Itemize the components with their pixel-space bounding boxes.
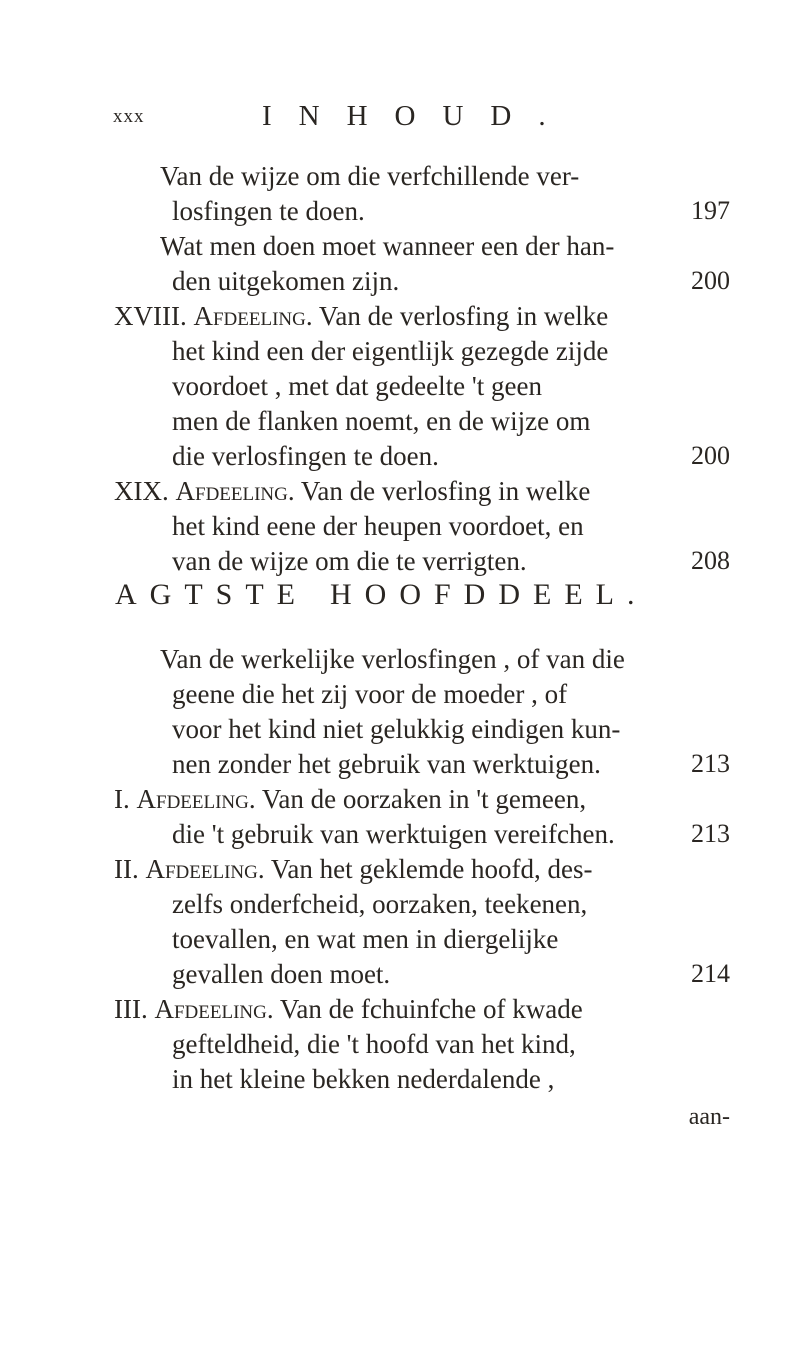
section-label: Afdeeling. xyxy=(145,854,265,884)
entry-text: Van de fchuinfche of kwade xyxy=(279,994,583,1024)
toc-entry-line xyxy=(0,850,800,888)
entry-text: nen zonder het gebruik van werktuigen. xyxy=(172,749,601,779)
toc-entry-line xyxy=(0,297,800,335)
entry-text: zelfs onderfcheid, oorzaken, teekenen, xyxy=(172,889,588,919)
toc-entry-line xyxy=(0,402,800,440)
toc-entry-line xyxy=(0,745,800,783)
page-number: 214 xyxy=(691,959,730,988)
toc-entry-line xyxy=(0,437,800,475)
toc-entry-line xyxy=(0,192,800,230)
entry-text: gefteldheid, die 't hoofd van het kind, xyxy=(172,1029,576,1059)
entry-text: voor het kind niet gelukkig eindigen kun- xyxy=(172,714,621,744)
toc-entry-line xyxy=(0,1060,800,1098)
toc-entry-line xyxy=(0,710,800,748)
entry-text: Van de wijze om die verfchillende ver- xyxy=(160,161,580,191)
toc-entry-line xyxy=(0,262,800,300)
page-number: 197 xyxy=(691,196,730,225)
section-number: II. xyxy=(114,854,139,884)
entry-text: Van de werkelijke verlosfingen , of van die xyxy=(160,644,625,674)
entry-text: in het kleine bekken nederdalende , xyxy=(172,1064,555,1094)
section-number: III. xyxy=(114,994,148,1024)
entry-text: Van de oorzaken in 't gemeen, xyxy=(261,784,587,814)
toc-entry-line xyxy=(0,157,800,195)
page-number: 213 xyxy=(691,819,730,848)
entry-text: van de wijze om die te verrigten. xyxy=(172,546,527,576)
entry-text: gevallen doen moet. xyxy=(172,959,391,989)
entry-text: die verlosfingen te doen. xyxy=(172,441,439,471)
page-number: 213 xyxy=(691,749,730,778)
toc-entry-line xyxy=(0,990,800,1028)
toc-entry-line xyxy=(0,227,800,265)
toc-entry-line xyxy=(0,367,800,405)
page-number: 200 xyxy=(691,266,730,295)
chapter-heading-word: HOOFDDEEL. xyxy=(330,578,648,611)
toc-entry-line xyxy=(0,675,800,713)
toc-entry-line xyxy=(0,815,800,853)
entry-text: geene die het zij voor de moeder , of xyxy=(172,679,568,709)
section-label: Afdeeling. xyxy=(136,784,256,814)
toc-entry-line xyxy=(0,1025,800,1063)
toc-entry-line xyxy=(0,640,800,678)
toc-entry-line xyxy=(0,885,800,923)
chapter-heading-word: AGTSTE xyxy=(115,578,308,611)
toc-entry-line xyxy=(0,542,800,580)
entry-text: Van het geklemde hoofd, des- xyxy=(270,854,593,884)
entry-text: men de flanken noemt, en de wijze om xyxy=(172,406,591,436)
entry-text: den uitgekomen zijn. xyxy=(172,266,400,296)
entry-text: het kind eene der heupen voordoet, en xyxy=(172,511,584,541)
toc-entry-line xyxy=(0,920,800,958)
section-label: Afdeeling. xyxy=(175,476,295,506)
chapter-heading xyxy=(115,578,648,612)
toc-entry-line xyxy=(0,507,800,545)
running-header xyxy=(0,100,800,140)
header-page-roman: xxx xyxy=(113,106,145,127)
entry-text: Van de verlosfing in welke xyxy=(300,476,591,506)
entry-text: het kind een der eigentlijk gezegde zijde xyxy=(172,336,609,366)
toc-entry-line xyxy=(0,780,800,818)
catchword-line xyxy=(0,1098,800,1136)
entry-text: Van de verlosfing in welke xyxy=(318,301,609,331)
page-number: 200 xyxy=(691,441,730,470)
section-number: I. xyxy=(114,784,130,814)
entry-text: toevallen, en wat men in diergelijke xyxy=(172,924,559,954)
section-label: Afdeeling. xyxy=(154,994,274,1024)
toc-entry-line xyxy=(0,472,800,510)
toc-entry-line xyxy=(0,332,800,370)
entry-text: losfingen te doen. xyxy=(172,196,365,226)
header-title: INHOUD. xyxy=(262,100,573,132)
entry-text: Wat men doen moet wanneer een der han- xyxy=(160,231,615,261)
section-label: Afdeeling. xyxy=(193,301,313,331)
section-number: XIX. xyxy=(114,476,169,506)
section-number: XVIII. xyxy=(114,301,187,331)
page-number: 208 xyxy=(691,546,730,575)
entry-text: die 't gebruik van werktuigen vereifchen. xyxy=(172,819,615,849)
toc-entry-line xyxy=(0,955,800,993)
catchword: aan- xyxy=(688,1104,730,1130)
entry-text: voordoet , met dat gedeelte 't geen xyxy=(172,371,542,401)
